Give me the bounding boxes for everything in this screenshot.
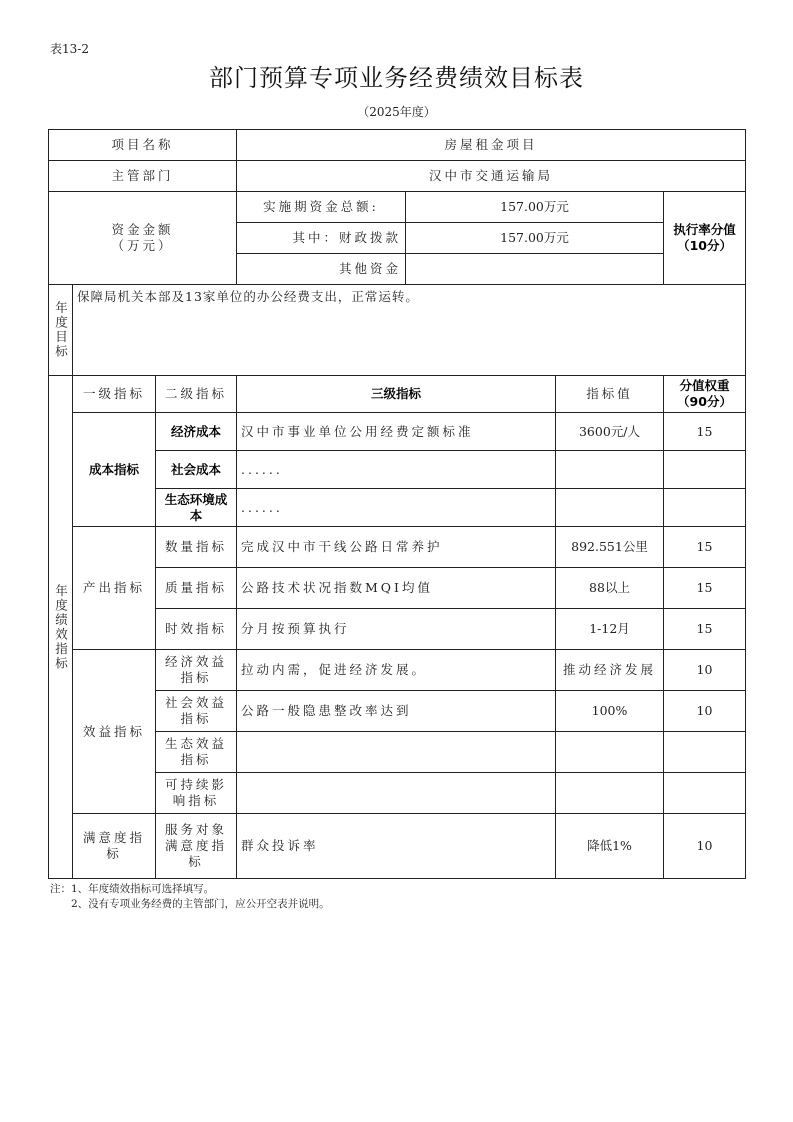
header-weight-points: （90分） bbox=[677, 394, 732, 409]
header-value: 指标值 bbox=[556, 376, 664, 413]
annual-goal-row bbox=[49, 285, 746, 376]
level2-cell: 生态效益指标 bbox=[156, 732, 237, 773]
performance-indicators-table bbox=[48, 375, 746, 879]
annual-goal-label: 年度目标 bbox=[49, 285, 73, 376]
level2-cell: 质量指标 bbox=[156, 568, 237, 609]
level3-cell: 汉中市事业单位公用经费定额标准 bbox=[237, 413, 556, 451]
execution-score-points: （10分） bbox=[677, 238, 732, 253]
department-value: 汉中市交通运输局 bbox=[237, 161, 746, 192]
level2-cell: 时效指标 bbox=[156, 609, 237, 650]
level3-cell: ...... bbox=[237, 489, 556, 527]
level3-cell: ...... bbox=[237, 451, 556, 489]
level2-cell: 社会成本 bbox=[156, 451, 237, 489]
total-funds-row bbox=[49, 192, 746, 223]
value-cell: 3600元/人 bbox=[556, 413, 664, 451]
level2-cell: 经济效益指标 bbox=[156, 650, 237, 691]
header-level2: 二级指标 bbox=[156, 376, 237, 413]
level3-cell: 公路一般隐患整改率达到 bbox=[237, 691, 556, 732]
value-cell: 100% bbox=[556, 691, 664, 732]
level3-cell: 公路技术状况指数MQI均值 bbox=[237, 568, 556, 609]
table-number: 表13-2 bbox=[50, 42, 89, 56]
fiscal-funds-label: 其中：财政拨款 bbox=[237, 223, 406, 254]
level3-cell bbox=[237, 732, 556, 773]
department-row bbox=[49, 161, 746, 192]
execution-score-label: 执行率分值 bbox=[673, 222, 736, 237]
level2-cell: 生态环境成本 bbox=[156, 489, 237, 527]
indicator-header-row bbox=[49, 376, 746, 413]
level2-cell: 数量指标 bbox=[156, 527, 237, 568]
level1-benefit: 效益指标 bbox=[73, 650, 156, 814]
level3-cell: 群众投诉率 bbox=[237, 814, 556, 879]
funds-label bbox=[49, 192, 237, 285]
level3-cell bbox=[237, 773, 556, 814]
project-name-row bbox=[49, 130, 746, 161]
department-label: 主管部门 bbox=[49, 161, 237, 192]
level2-cell: 可持续影响指标 bbox=[156, 773, 237, 814]
table-row bbox=[49, 527, 746, 568]
weight-cell: 15 bbox=[664, 568, 746, 609]
footnote-2: 2、没有专项业务经费的主管部门，应公开空表并说明。 bbox=[71, 898, 330, 910]
weight-cell bbox=[664, 489, 746, 527]
value-cell: 1-12月 bbox=[556, 609, 664, 650]
level2-cell: 经济成本 bbox=[156, 413, 237, 451]
level2-cell: 社会效益指标 bbox=[156, 691, 237, 732]
value-cell: 降低1% bbox=[556, 814, 664, 879]
table-row bbox=[49, 650, 746, 691]
header-weight-label: 分值权重 bbox=[679, 378, 730, 393]
value-cell bbox=[556, 451, 664, 489]
footnotes bbox=[50, 882, 330, 912]
annual-goal-text: 保障局机关本部及13家单位的办公经费支出，正常运转。 bbox=[73, 285, 746, 376]
value-cell: 892.551公里 bbox=[556, 527, 664, 568]
weight-cell: 10 bbox=[664, 650, 746, 691]
fiscal-funds-value: 157.00万元 bbox=[406, 223, 664, 254]
project-name-label: 项目名称 bbox=[49, 130, 237, 161]
value-cell bbox=[556, 489, 664, 527]
value-cell bbox=[556, 732, 664, 773]
level2-cell: 服务对象满意度指标 bbox=[156, 814, 237, 879]
level1-cost: 成本指标 bbox=[73, 413, 156, 527]
weight-cell bbox=[664, 451, 746, 489]
weight-cell: 15 bbox=[664, 527, 746, 568]
project-name-value: 房屋租金项目 bbox=[237, 130, 746, 161]
weight-cell: 15 bbox=[664, 609, 746, 650]
weight-cell: 10 bbox=[664, 691, 746, 732]
weight-cell: 15 bbox=[664, 413, 746, 451]
value-cell: 88以上 bbox=[556, 568, 664, 609]
total-funds-label: 实施期资金总额: bbox=[237, 192, 406, 223]
execution-score-cell bbox=[664, 192, 746, 285]
table-row bbox=[49, 814, 746, 879]
header-level1: 一级指标 bbox=[73, 376, 156, 413]
level1-output: 产出指标 bbox=[73, 527, 156, 650]
value-cell: 推动经济发展 bbox=[556, 650, 664, 691]
level3-cell: 完成汉中市干线公路日常养护 bbox=[237, 527, 556, 568]
other-funds-label: 其他资金 bbox=[237, 254, 406, 285]
level3-cell: 分月按预算执行 bbox=[237, 609, 556, 650]
total-funds-value: 157.00万元 bbox=[406, 192, 664, 223]
other-funds-value bbox=[406, 254, 664, 285]
indicators-section-label: 年度绩效指标 bbox=[49, 376, 73, 879]
value-cell bbox=[556, 773, 664, 814]
weight-cell bbox=[664, 773, 746, 814]
page-title: 部门预算专项业务经费绩效目标表 bbox=[209, 64, 584, 92]
project-info-table bbox=[48, 129, 746, 376]
header-level3: 三级指标 bbox=[237, 376, 556, 413]
fiscal-year: （2025年度） bbox=[357, 105, 436, 119]
weight-cell bbox=[664, 732, 746, 773]
funds-label-text: 资金金额 bbox=[111, 222, 174, 237]
weight-cell: 10 bbox=[664, 814, 746, 879]
header-weight bbox=[664, 376, 746, 413]
table-row bbox=[49, 413, 746, 451]
level1-satisfaction: 满意度指标 bbox=[73, 814, 156, 879]
funds-unit-text: （万元） bbox=[111, 238, 174, 253]
level3-cell: 拉动内需，促进经济发展。 bbox=[237, 650, 556, 691]
footnote-1: 注：1、年度绩效指标可选择填写。 bbox=[50, 883, 215, 895]
